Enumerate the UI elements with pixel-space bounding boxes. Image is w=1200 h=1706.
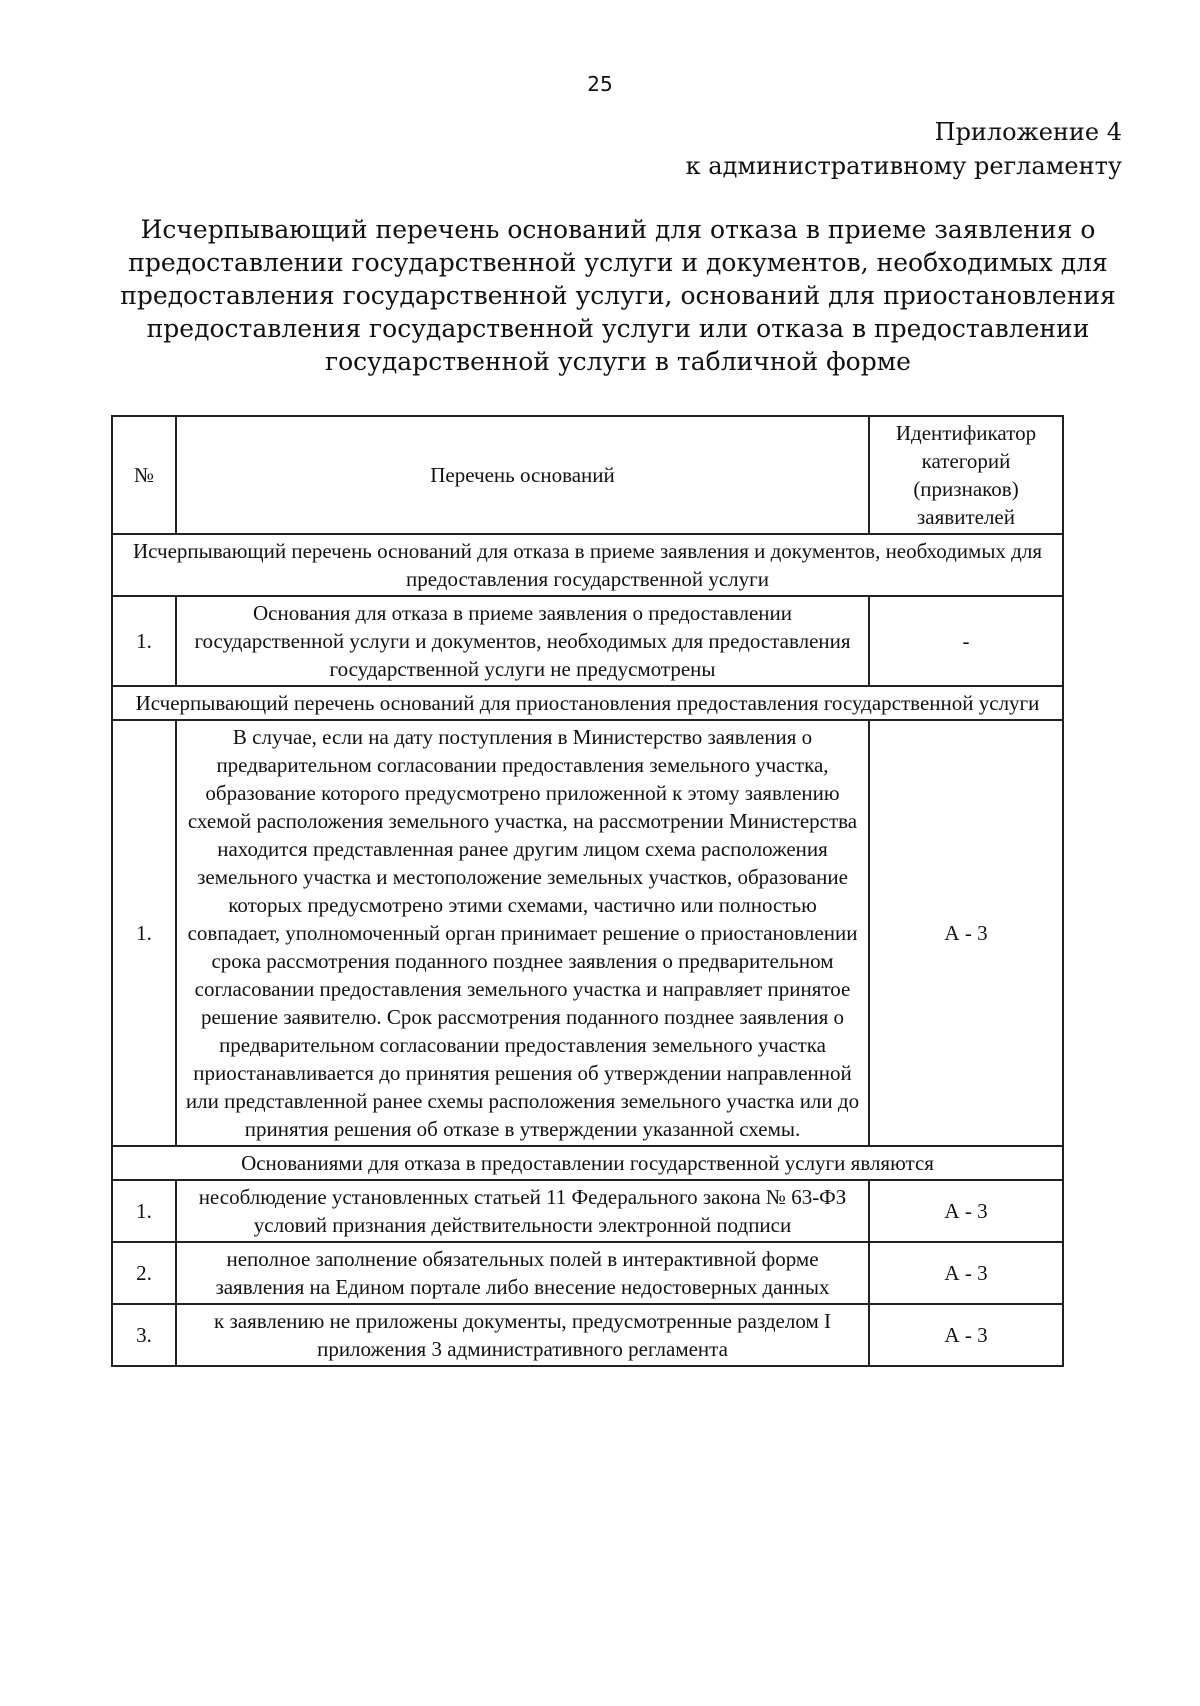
row-identifier: А - 3 (869, 720, 1063, 1146)
row-text: к заявлению не приложены документы, предусмотренные разделом I приложения 3 административного регламента (176, 1304, 869, 1366)
row-identifier: А - 3 (869, 1180, 1063, 1242)
row-text: В случае, если на дату поступления в Министерство заявления о предварительном согласовании предоставления земельного участка, образование которого предусмотрено приложенной к этому заявлению схемой расположения земельного участка, на рассмотрении Министерства находится представленная ранее другим лицом схема расположения земельного участка и местоположение земельных участков, образование которых предусмотрено этими схемами, частично или полностью совпадает, уполномоченный орган принимает решение о приостановлении срока рассмотрения поданного позднее заявления о предварительном согласовании предоставления земельного участка и направляет принятое решение заявителю. Срок рассмотрения поданного позднее заявления о предварительном согласовании предоставления земельного участка приостанавливается до принятия решения об утверждении направленной или представленной ранее схемы расположения земельного участка или до принятия решения об отказе в утверждении указанной схемы. (176, 720, 869, 1146)
section-heading-refusal-acceptance (112, 534, 1063, 596)
row-number: 1. (112, 596, 176, 686)
section-heading-refusal-service (112, 1146, 1063, 1180)
row-identifier: А - 3 (869, 1242, 1063, 1304)
header-identifier: Идентификатор категорий (признаков) заявителей (869, 416, 1063, 534)
section-title: Исчерпывающий перечень оснований для отказа в приеме заявления и документов, необходимых для предоставления государственной услуги (112, 534, 1063, 596)
row-identifier: - (869, 596, 1063, 686)
appendix-number: Приложение 4 (934, 118, 1122, 146)
section-heading-suspension (112, 686, 1063, 720)
row-number: 1. (112, 1180, 176, 1242)
row-identifier: А - 3 (869, 1304, 1063, 1366)
header-grounds: Перечень оснований (176, 416, 869, 534)
row-text: неполное заполнение обязательных полей в интерактивной форме заявления на Едином портале либо внесение недостоверных данных (176, 1242, 869, 1304)
table-row (112, 1180, 1063, 1242)
header-number: № (112, 416, 176, 534)
grounds-table (111, 415, 1064, 1367)
appendix-header (686, 115, 1122, 183)
section-title: Исчерпывающий перечень оснований для приостановления предоставления государственной услуги (112, 686, 1063, 720)
row-number: 2. (112, 1242, 176, 1304)
table-header-row (112, 416, 1063, 534)
appendix-reference: к административному регламенту (685, 152, 1122, 180)
table-row (112, 1304, 1063, 1366)
row-number: 3. (112, 1304, 176, 1366)
table-row (112, 596, 1063, 686)
document-title: Исчерпывающий перечень оснований для отказа в приеме заявления о предоставлении государственной услуги и документов, необходимых для предоставления государственной услуги, оснований для приостановления предоставления государственной услуги или отказа в предоставлении государственной услуги в табличной форме (120, 215, 1116, 376)
table-row (112, 1242, 1063, 1304)
page-number: 25 (587, 72, 613, 96)
row-text: несоблюдение установленных статьей 11 Федерального закона № 63-ФЗ условий признания действительности электронной подписи (176, 1180, 869, 1242)
row-number: 1. (112, 720, 176, 1146)
row-text: Основания для отказа в приеме заявления о предоставлении государственной услуги и документов, необходимых для предоставления государственной услуги не предусмотрены (176, 596, 869, 686)
section-title: Основаниями для отказа в предоставлении государственной услуги являются (112, 1146, 1063, 1180)
table-row (112, 720, 1063, 1146)
